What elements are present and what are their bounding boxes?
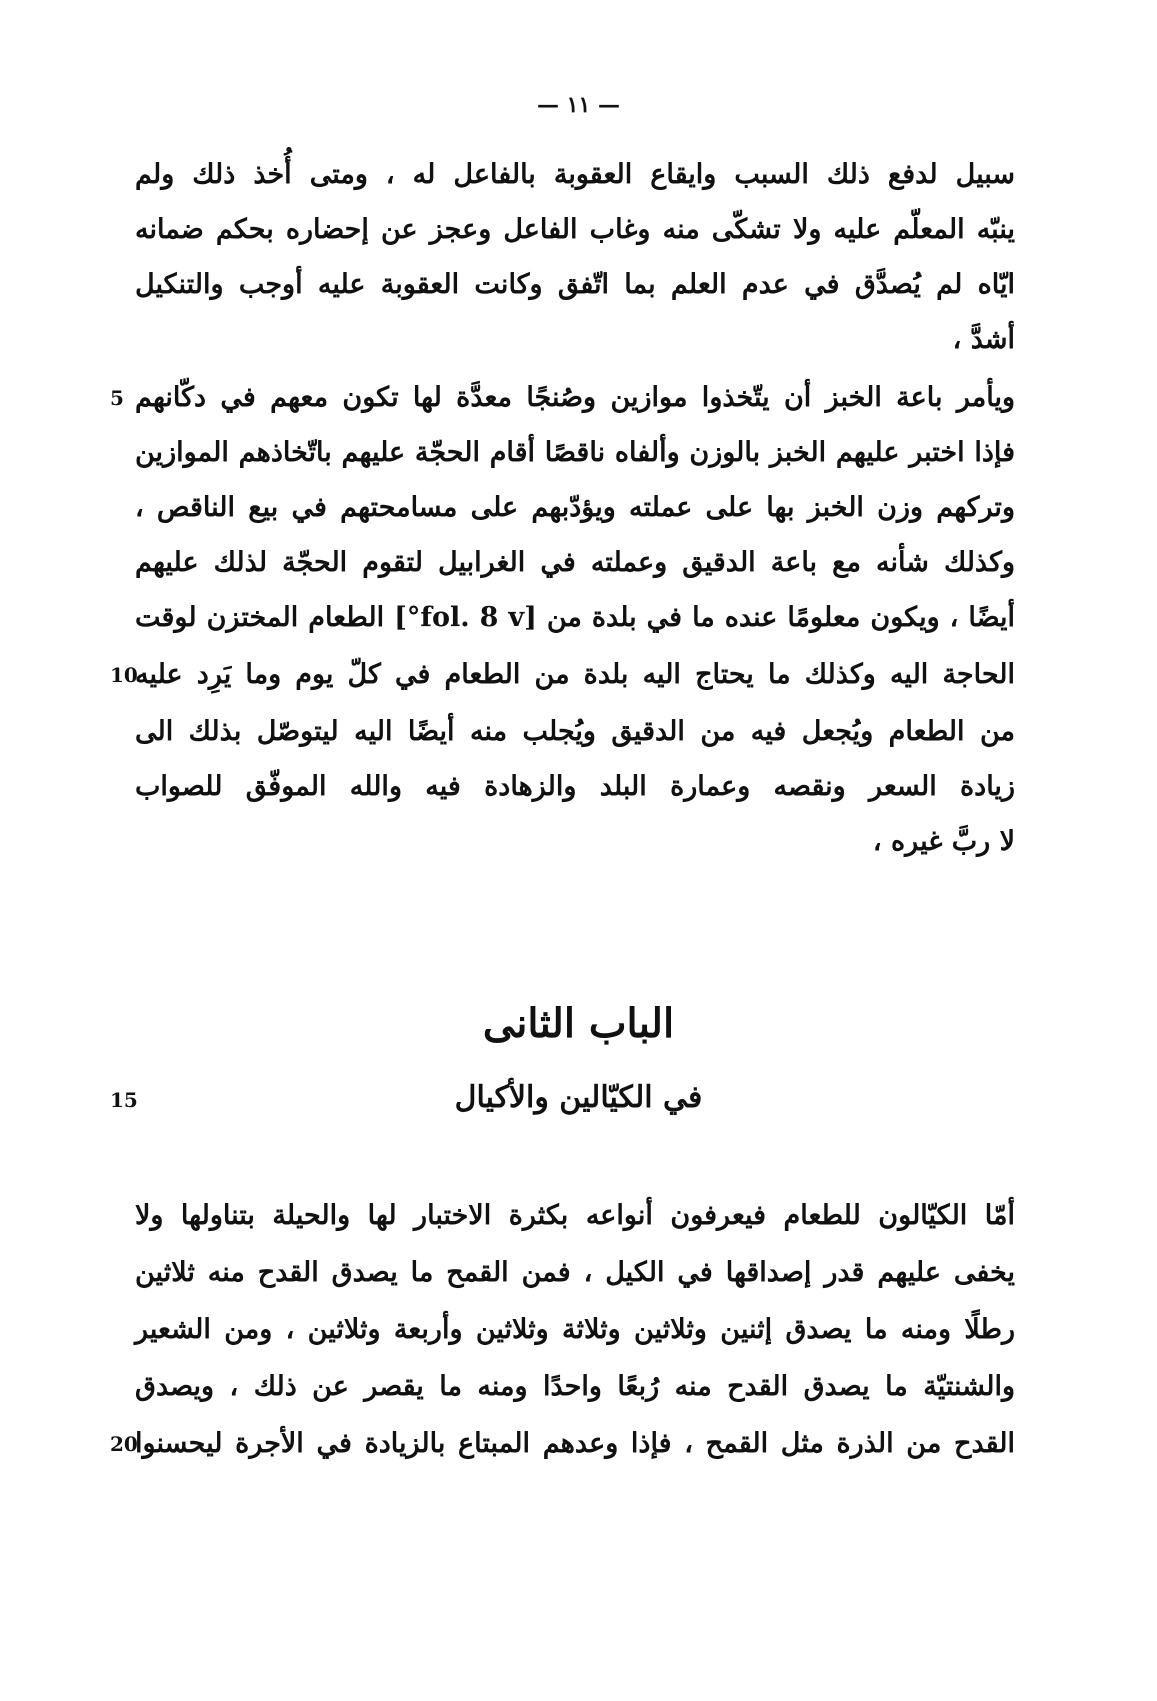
text-line: القدح من الذرة مثل القمح ، فإذا وعدهم المبتاع بالزيادة في الأجرة ليحسنوا: [135, 1428, 1015, 1459]
text-line: من الطعام ويُجعل فيه من الدقيق ويُجلب منه أيضًا اليه ليتوصّل بذلك الى: [135, 716, 1015, 747]
text-line: ينبّه المعلّم عليه ولا تشكّى منه وغاب الفاعل وعجز عن إحضاره بحكم ضمانه: [135, 214, 1015, 245]
page-number: — ١١ —: [537, 92, 620, 118]
text-line: رطلًا ومنه ما يصدق إثنين وثلاثين وثلاثة وثلاثين وأربعة وثلاثين ، ومن الشعير: [135, 1314, 1015, 1345]
chapter-title: الباب الثانى: [482, 1000, 675, 1047]
line-number: 20: [110, 1432, 138, 1456]
text-line: أيضًا ، ويكون معلومًا عنده ما في بلدة من [fol. 8 v°] الطعام المختزن لوقت: [135, 602, 1015, 633]
text-line: ايّاه لم يُصدَّق في عدم العلم بما اتّفق وكانت العقوبة عليه أوجب والتنكيل: [135, 269, 1015, 300]
line-number: 5: [110, 386, 124, 410]
line-number: 10: [110, 663, 138, 687]
text-line: وتركهم وزن الخبز بها على عملته ويؤدّبهم على مسامحتهم في بيع الناقص ،: [135, 492, 1015, 523]
chapter-subtitle: في الكيّالين والأكيال: [454, 1080, 703, 1115]
text-line: سبيل لدفع ذلك السبب وايقاع العقوبة بالفاعل له ، ومتى أُخذ ذلك ولم: [135, 159, 1015, 190]
text-line: لا ربَّ غيره ،: [872, 826, 1015, 857]
text-line: والشنتيّة ما يصدق القدح منه رُبعًا واحدًا ومنه ما يقصر عن ذلك ، ويصدق: [135, 1371, 1015, 1402]
text-line: الحاجة اليه وكذلك ما يحتاج اليه بلدة من الطعام في كلّ يوم وما يَرِد عليه: [135, 659, 1015, 690]
text-line: وكذلك شأنه مع باعة الدقيق وعملته في الغرابيل لتقوم الحجّة لذلك عليهم: [135, 547, 1015, 578]
text-line: يخفى عليهم قدر إصداقها في الكيل ، فمن القمح ما يصدق القدح منه ثلاثين: [135, 1257, 1015, 1288]
text-line: أمّا الكيّالون للطعام فيعرفون أنواعه بكثرة الاختبار لها والحيلة بتناولها ولا: [135, 1200, 1015, 1231]
text-line: زيادة السعر ونقصه وعمارة البلد والزهادة فيه والله الموفّق للصواب: [135, 771, 1015, 802]
text-line: ويأمر باعة الخبز أن يتّخذوا موازين وصُنجًا معدَّة لها تكون معهم في دكّانهم: [135, 382, 1015, 413]
text-line: أشدَّ ،: [952, 324, 1015, 355]
line-number: 15: [110, 1088, 138, 1112]
text-line: فإذا اختبر عليهم الخبز بالوزن وألفاه ناقصًا أقام الحجّة عليهم باتّخاذهم الموازين: [135, 437, 1015, 468]
